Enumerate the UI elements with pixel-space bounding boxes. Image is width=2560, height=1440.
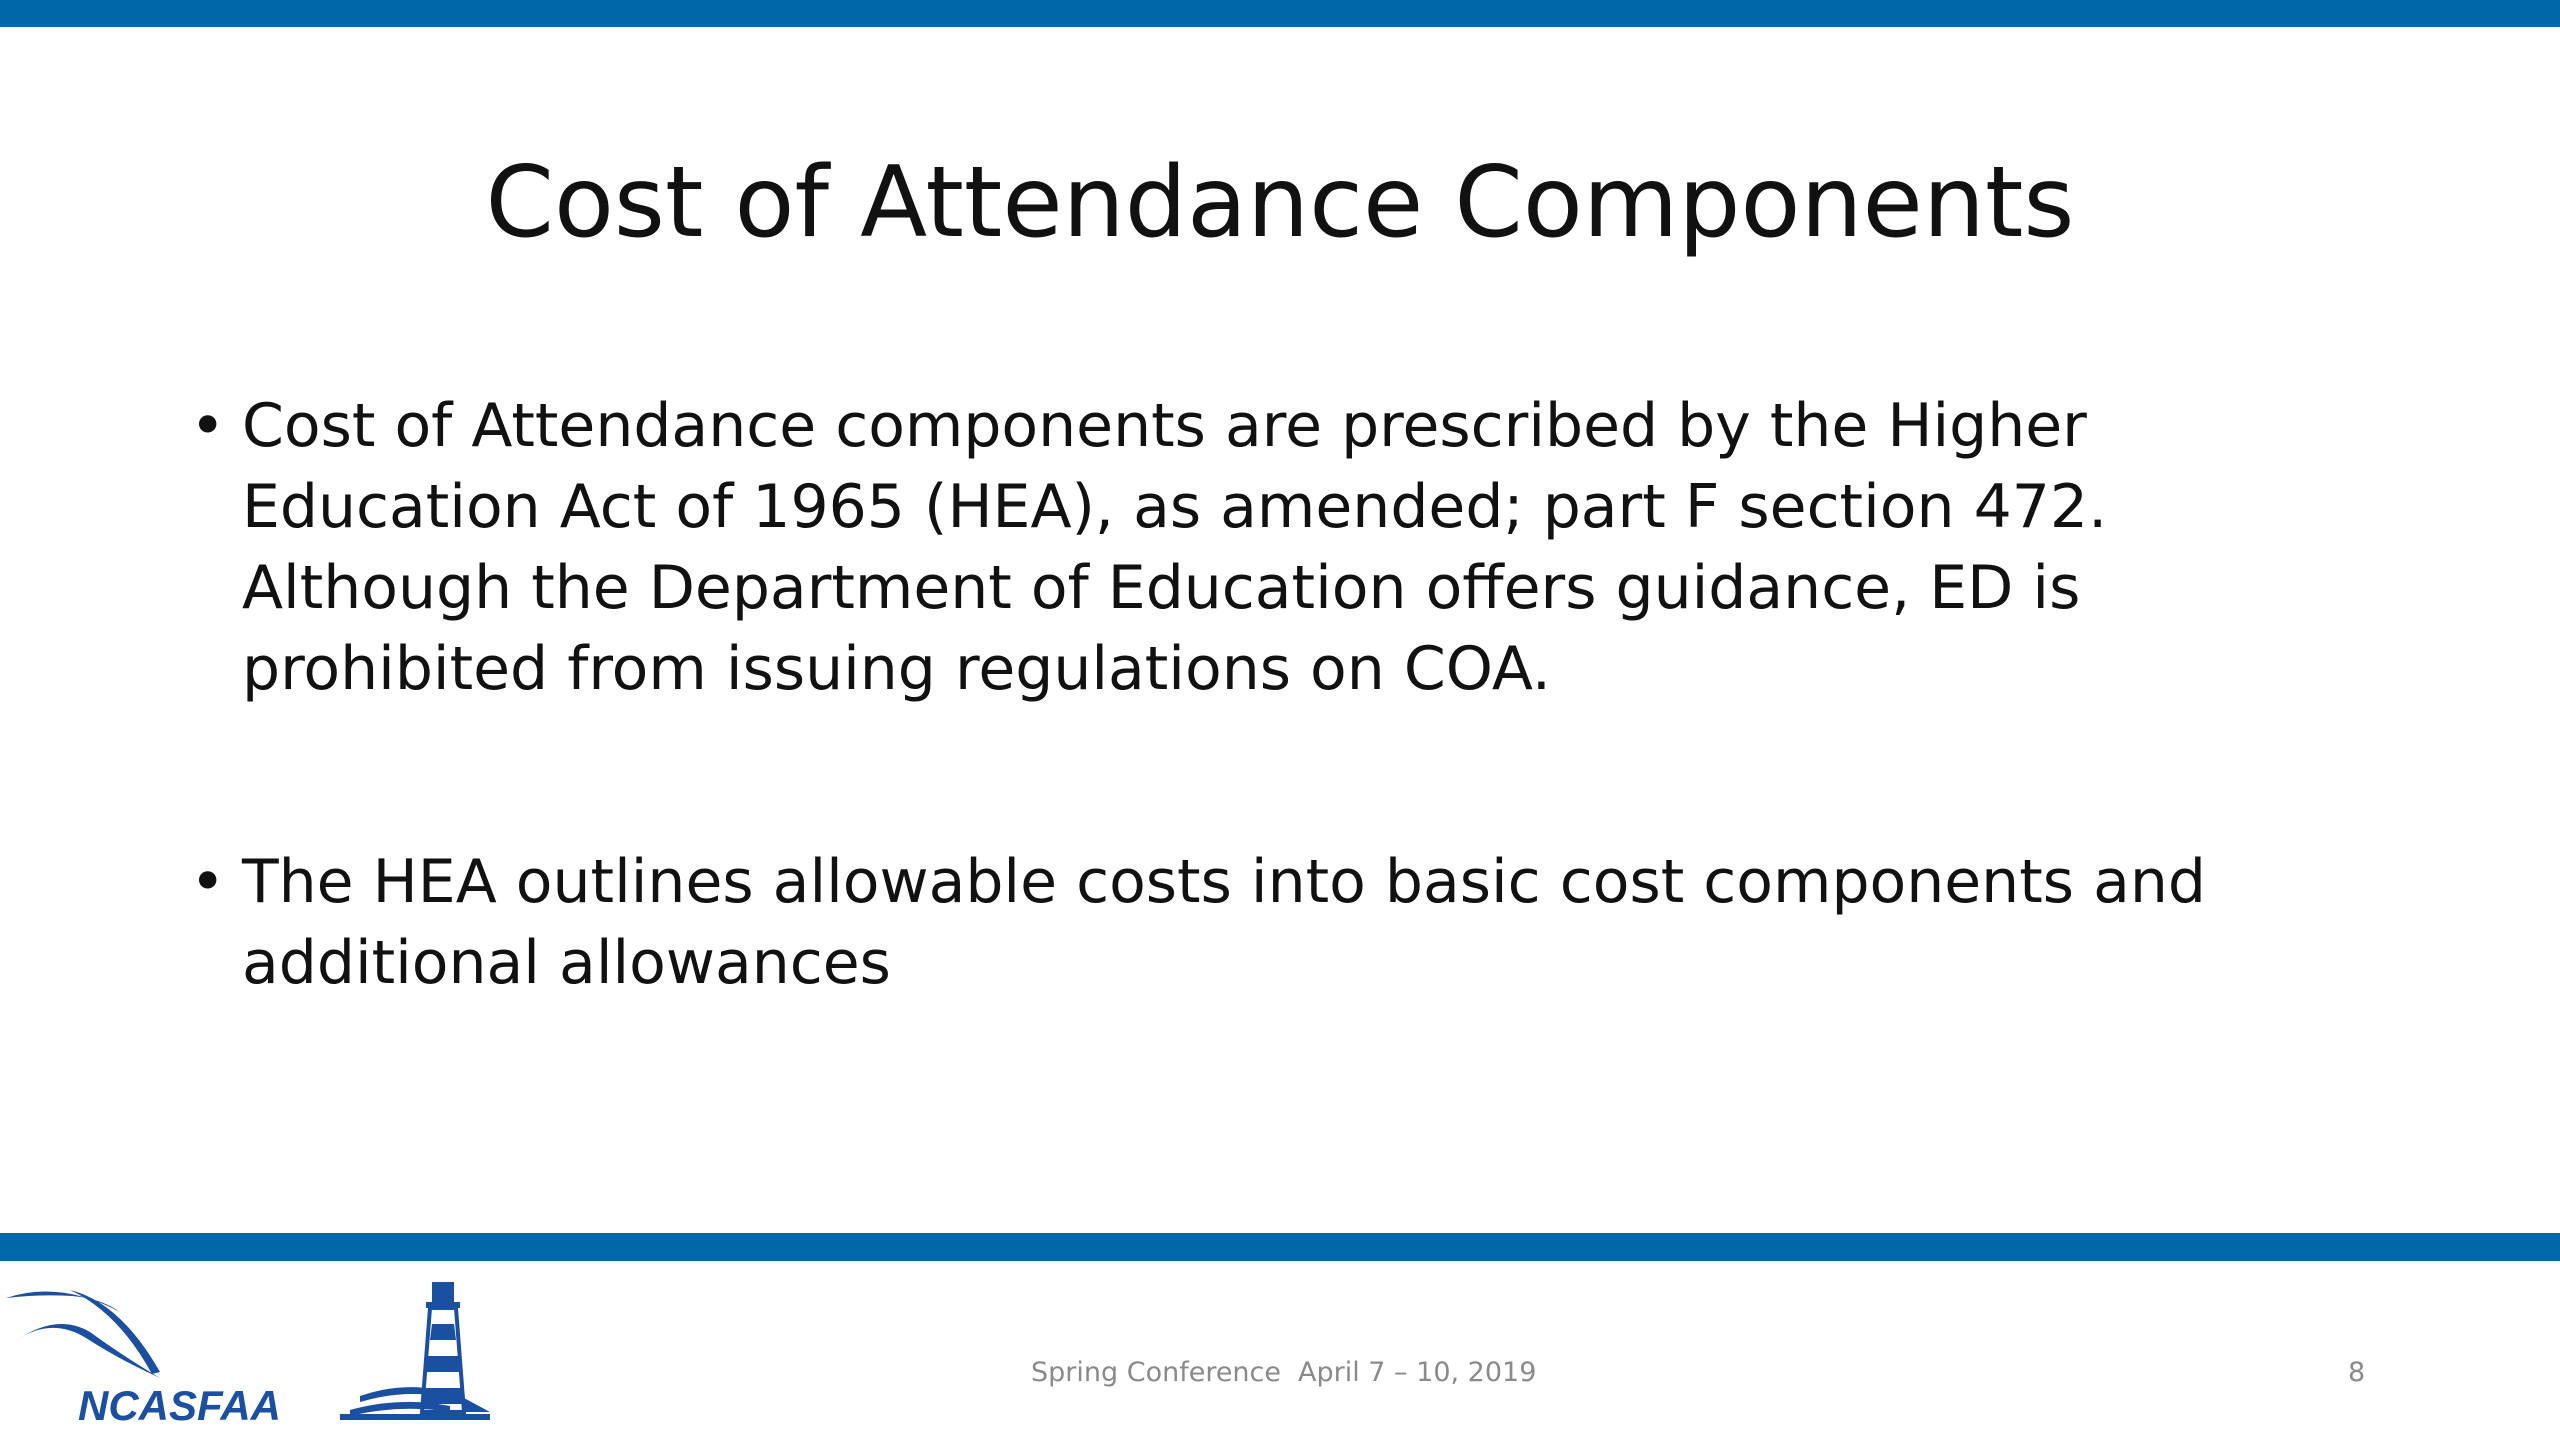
ncasfaa-logo [0,1272,500,1434]
bullet-line: prohibited from issuing regulations on COA. [242,634,1551,704]
bullet-dot: • [190,847,226,917]
bottom-accent-bar [0,1233,2560,1261]
slide-page-number: 8 [2348,1357,2366,1388]
bullet-line: Education Act of 1965 (HEA), as amended; part F section 472. [242,472,2108,542]
bullet-list [190,386,2390,1004]
footer-dates: April 7 – 10, 2019 [1298,1357,1537,1388]
slide-title: Cost of Attendance Components [485,146,2075,260]
bullet-line: additional allowances [242,928,891,998]
bullet-item [190,386,2390,710]
bullet-dot: • [190,391,226,461]
bullet-line: Cost of Attendance components are prescribed by the Higher [242,391,2087,461]
footer-conference: Spring Conference [1031,1357,1282,1388]
logo-wordmark: NCASFAA [78,1382,282,1429]
bullet-line: The HEA outlines allowable costs into basic cost components and [242,847,2206,917]
bullet-item [190,842,2390,1004]
bullet-line: Although the Department of Education offers guidance, ED is [242,553,2081,623]
top-accent-bar [0,0,2560,27]
